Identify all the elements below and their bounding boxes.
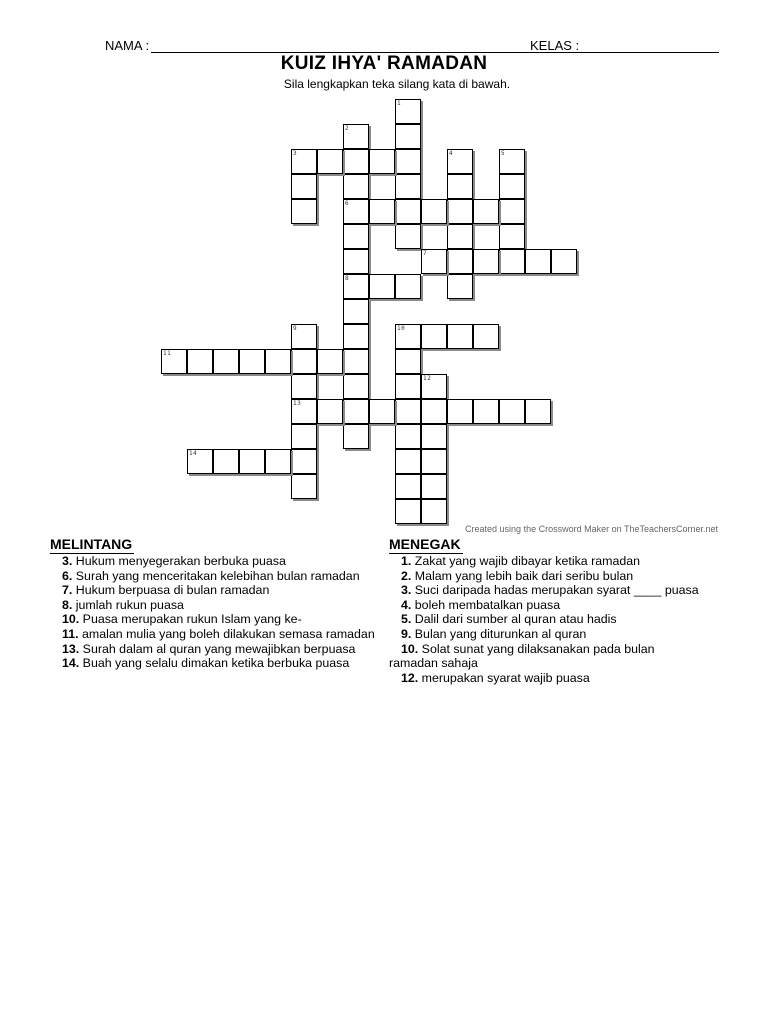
crossword-cell[interactable] [239,449,265,474]
crossword-cell[interactable] [343,174,369,199]
clue-number-label: 3. [62,554,73,568]
clue-text: Dalil dari sumber al quran atau hadis [411,612,617,627]
clue-number-label: 2. [401,568,412,583]
crossword-cell[interactable] [473,199,499,224]
clue-text: Puasa merupakan rukun Islam yang ke- [79,612,302,627]
clue-text: Suci daripada hadas merupakan syarat ____ puasa [411,583,699,598]
clue-number: 12 [423,375,432,382]
crossword-cell[interactable] [499,199,525,224]
menegak-clue [389,671,704,686]
crossword-cell[interactable] [421,374,447,399]
crossword-cell[interactable] [421,424,447,449]
crossword-cell[interactable] [395,424,421,449]
crossword-cell[interactable] [447,199,473,224]
crossword-cell[interactable] [395,474,421,499]
clue-number-label: 3. [401,583,412,598]
crossword-cell[interactable] [421,499,447,524]
crossword-cell[interactable] [213,449,239,474]
clue-number-label: 10. [62,612,80,627]
melintang-clue [50,554,382,569]
crossword-cell[interactable] [343,224,369,249]
clue-text: Surah dalam al quran yang mewajibkan berpuasa [79,641,356,656]
crossword-cell[interactable] [499,174,525,199]
crossword-cell[interactable] [291,474,317,499]
crossword-cell[interactable] [395,199,421,224]
crossword-cell[interactable] [343,399,369,424]
crossword-cell[interactable] [343,124,369,149]
clue-number-label: 5. [401,612,412,627]
clue-number-label: 13. [62,641,80,656]
melintang-clue [50,612,382,627]
crossword-cell[interactable] [343,149,369,174]
clue-text: Hukum menyegerakan berbuka puasa [72,554,286,568]
clue-text: amalan mulia yang boleh dilakukan semasa ramadan [78,626,375,641]
menegak-heading: MENEGAK [389,536,461,552]
crossword-cell[interactable] [421,474,447,499]
crossword-cell[interactable] [525,399,551,424]
clue-number: 2 [345,125,350,132]
clue-number: 13 [293,400,302,407]
clue-text: Bulan yang diturunkan al quran [411,626,587,641]
crossword-cell[interactable] [291,199,317,224]
crossword-cell[interactable] [265,349,291,374]
crossword-cell[interactable] [291,149,317,174]
clue-text: Zakat yang wajib dibayar ketika ramadan [411,554,641,568]
crossword-cell[interactable] [291,399,317,424]
clue-number-label: 11. [62,626,79,641]
crossword-cell[interactable] [395,149,421,174]
crossword-cell[interactable] [187,349,213,374]
melintang-clue [50,583,382,598]
clue-number-label: 6. [62,568,73,583]
crossword-cell[interactable] [395,99,421,124]
crossword-cell[interactable] [447,224,473,249]
crossword-cell[interactable] [395,399,421,424]
crossword-cell[interactable] [473,324,499,349]
clue-text: Surah yang menceritakan kelebihan bulan ramadan [72,568,360,583]
clue-number-label: 4. [401,597,412,612]
crossword-cell[interactable] [473,249,499,274]
menegak-clue-list [389,554,704,685]
crossword-cell[interactable] [343,299,369,324]
crossword-cell[interactable] [291,324,317,349]
clue-number: 5 [501,150,506,157]
nama-label: NAMA : [105,38,150,53]
crossword-cell[interactable] [421,324,447,349]
kelas-label: KELAS : [530,38,580,53]
crossword-cell[interactable] [343,349,369,374]
crossword-cell[interactable] [343,199,369,224]
crossword-cell[interactable] [213,349,239,374]
clue-number-label: 10. [401,641,419,656]
clue-number: 1 [397,100,402,107]
menegak-clue [389,583,704,598]
menegak-clue [389,554,704,569]
clue-number: 6 [345,200,350,207]
clue-text: boleh membatalkan puasa [411,597,561,612]
crossword-cell[interactable] [447,399,473,424]
crossword-cell[interactable] [447,149,473,174]
crossword-cell[interactable] [499,149,525,174]
crossword-cell[interactable] [291,374,317,399]
crossword-cell[interactable] [499,249,525,274]
clue-number: 8 [345,275,350,282]
melintang-clue [50,598,382,613]
crossword-cell[interactable] [525,249,551,274]
crossword-cell[interactable] [395,174,421,199]
crossword-cell[interactable] [343,374,369,399]
crossword-cell[interactable] [187,449,213,474]
crossword-cell[interactable] [447,274,473,299]
crossword-cell[interactable] [369,399,395,424]
clue-number-label: 12. [401,670,419,685]
crossword-cell[interactable] [395,374,421,399]
clue-number: 3 [293,150,298,157]
crossword-cell[interactable] [317,399,343,424]
crossword-cell[interactable] [421,249,447,274]
crossword-cell[interactable] [265,449,291,474]
clue-number-label: 7. [62,583,73,598]
clue-text: jumlah rukun puasa [72,597,184,612]
clue-text: Solat sunat yang dilaksanakan pada bulan ramadan sahaja [389,641,655,671]
crossword-cell[interactable] [369,199,395,224]
crossword-cell[interactable] [161,349,187,374]
clue-text: merupakan syarat wajib puasa [418,670,590,685]
crossword-cell[interactable] [395,324,421,349]
crossword-cell[interactable] [447,249,473,274]
clue-text: Buah yang selalu dimakan ketika berbuka puasa [79,656,350,671]
crossword-cell[interactable] [239,349,265,374]
clue-number-label: 9. [401,626,412,641]
crossword-cell[interactable] [395,124,421,149]
menegak-clue [389,598,704,613]
crossword-cell[interactable] [291,424,317,449]
melintang-clue-list [50,554,382,671]
clue-number: 9 [293,325,298,332]
crossword-cell[interactable] [395,499,421,524]
clue-number-label: 1. [401,554,412,568]
clue-number: 4 [449,150,454,157]
crossword-cell[interactable] [317,349,343,374]
crossword-cell[interactable] [369,274,395,299]
crossword-cell[interactable] [395,274,421,299]
melintang-clue [50,569,382,584]
crossword-cell[interactable] [395,349,421,374]
credit-text: Created using the Crossword Maker on TheTeachersCorner.net [465,524,718,534]
crossword-cell[interactable] [291,449,317,474]
crossword-cell[interactable] [499,224,525,249]
crossword-cell[interactable] [395,449,421,474]
crossword-cell[interactable] [421,449,447,474]
crossword-cell[interactable] [395,224,421,249]
menegak-clue [389,569,704,584]
crossword-cell[interactable] [343,424,369,449]
crossword-cell[interactable] [447,324,473,349]
clue-text: Hukum berpuasa di bulan ramadan [72,583,270,598]
clue-number: 7 [423,250,428,257]
crossword-cell[interactable] [317,149,343,174]
clue-number: 10 [397,325,406,332]
crossword-cell[interactable] [343,324,369,349]
crossword-cell[interactable] [447,174,473,199]
crossword-cell[interactable] [473,399,499,424]
crossword-cell[interactable] [421,199,447,224]
crossword-cell[interactable] [499,399,525,424]
crossword-cell[interactable] [369,149,395,174]
page-title: KUIZ IHYA' RAMADAN [280,53,488,74]
crossword-cell[interactable] [291,349,317,374]
crossword-cell[interactable] [343,249,369,274]
melintang-clue [50,642,382,657]
melintang-clue [50,656,382,671]
clue-number: 11 [163,350,172,357]
clue-text: Malam yang lebih baik dari seribu bulan [411,568,634,583]
crossword-cell[interactable] [343,274,369,299]
menegak-clue [389,627,704,642]
menegak-clue [389,642,704,671]
clue-number-label: 8. [62,597,73,612]
page-subtitle: Sila lengkapkan teka silang kata di bawah. [283,77,511,91]
crossword-cell[interactable] [551,249,577,274]
crossword-cell[interactable] [421,399,447,424]
clue-number: 14 [189,450,198,457]
crossword-cell[interactable] [291,174,317,199]
menegak-clue [389,612,704,627]
melintang-heading: MELINTANG [50,536,133,552]
clue-number-label: 14. [62,656,80,671]
melintang-clue [50,627,382,642]
